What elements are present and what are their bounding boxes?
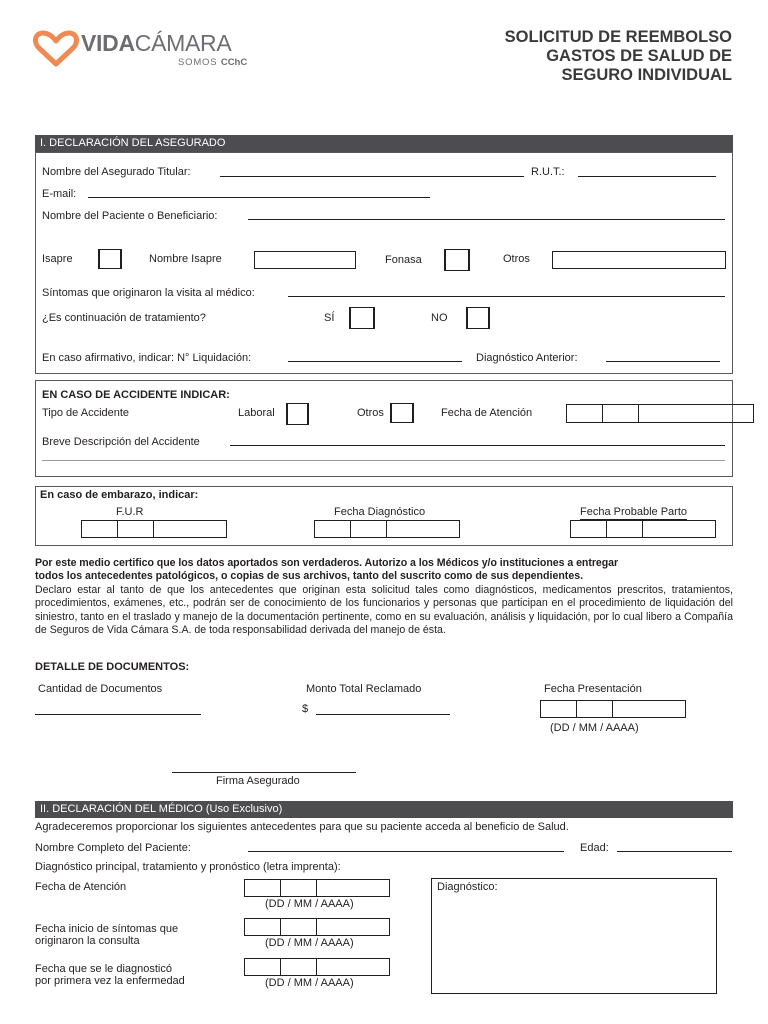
- tipo-accidente-label: Tipo de Accidente: [42, 407, 130, 419]
- fur-field[interactable]: [81, 520, 227, 538]
- diagnostico-box[interactable]: [431, 878, 717, 994]
- nombre-paciente-field[interactable]: [248, 851, 564, 852]
- cantidad-field[interactable]: [35, 714, 201, 715]
- fecha-diagnostico-field[interactable]: [314, 520, 460, 538]
- descripcion-accidente-label: Breve Descripción del Accidente: [42, 436, 200, 448]
- section1-header: I. DECLARACIÓN DEL ASEGURADO: [35, 135, 733, 152]
- fecha-presentacion-format: (DD / MM / AAAA): [550, 722, 639, 734]
- isapre-label: Isapre: [42, 253, 73, 265]
- otros-accidente-label: Otros: [357, 407, 384, 419]
- currency-sign: $: [302, 703, 309, 715]
- diag-principal-label: Diagnóstico principal, tratamiento y pronóstico (letra imprenta):: [35, 861, 341, 873]
- fecha-diagnostico-label: Fecha Diagnóstico: [334, 506, 426, 518]
- otros-field[interactable]: [552, 251, 726, 269]
- diagnostico-anterior-label: Diagnóstico Anterior:: [476, 352, 578, 364]
- certificacion-text: Por este medio certifico que los datos aportados son verdaderos. Autorizo a los Médicos y/o instituciones a entregar todos los antecedentes patológicos, o copias de sus archivos, tanto del suscrito como de sus dependientes. Declaro estar al tanto de que los antecedentes que originan esta solicitud tales como diagnósticos, medicamentos prescritos, tratamientos, procedimientos, exámenes, etc., podrán ser de conocimiento de los funcionarios y personas que participan en el procedimiento de liquidación del siniestro, tanto en el traslado y manejo de la documentación pertinente, como en su evaluación, análisis y liquidación, por lo cual libero a Compañía de Seguros de Vida Cámara S.A. de toda responsabilidad derivada del manejo de ésta.: [35, 557, 733, 637]
- fecha-atencion-accidente-field[interactable]: [566, 404, 754, 423]
- fecha-inicio-format: (DD / MM / AAAA): [265, 937, 354, 949]
- embarazo-heading: En caso de embarazo, indicar:: [40, 489, 199, 501]
- fecha-atencion-label: Fecha de Atención: [35, 881, 127, 893]
- accidente-heading: EN CASO DE ACCIDENTE INDICAR:: [42, 389, 230, 401]
- sintomas-label: Síntomas que originaron la visita al médico:: [42, 287, 255, 299]
- titular-label: Nombre del Asegurado Titular:: [42, 166, 191, 178]
- form-title: SOLICITUD DE REEMBOLSO GASTOS DE SALUD DE SEGURO INDIVIDUAL: [504, 28, 732, 84]
- fur-label: F.U.R: [116, 506, 144, 518]
- si-label: SÍ: [324, 312, 335, 324]
- firma-line[interactable]: [172, 772, 356, 773]
- paciente-field[interactable]: [248, 219, 725, 220]
- fecha-inicio-field[interactable]: [244, 918, 390, 936]
- nombre-isapre-field[interactable]: [254, 251, 356, 269]
- documentos-heading: DETALLE DE DOCUMENTOS:: [35, 661, 190, 673]
- descripcion-accidente-field-2[interactable]: [42, 460, 725, 461]
- monto-field[interactable]: [316, 714, 450, 715]
- brand-name-light: CÁMARA: [134, 30, 232, 56]
- paciente-label: Nombre del Paciente o Beneficiario:: [42, 210, 218, 222]
- email-label: E-mail:: [42, 188, 77, 200]
- fecha-atencion-accidente-label: Fecha de Atención: [441, 407, 533, 419]
- nombre-paciente-label: Nombre Completo del Paciente:: [35, 842, 191, 854]
- brand-logo: [33, 28, 263, 72]
- brand-name-bold: VIDA: [81, 30, 135, 56]
- sintomas-field[interactable]: [288, 296, 725, 297]
- brand-tagline-cchc: CChC: [220, 57, 248, 68]
- fecha-presentacion-label: Fecha Presentación: [544, 683, 642, 695]
- no-label: NO: [431, 312, 448, 324]
- firma-label: Firma Asegurado: [216, 775, 300, 787]
- rut-field[interactable]: [578, 176, 716, 177]
- no-checkbox[interactable]: [466, 307, 490, 329]
- fecha-parto-label: Fecha Probable Parto: [580, 506, 688, 518]
- monto-label: Monto Total Reclamado: [306, 683, 422, 695]
- brand-tagline: SOMOS: [178, 57, 218, 68]
- titular-field[interactable]: [220, 176, 524, 177]
- isapre-checkbox[interactable]: [98, 249, 122, 269]
- fecha-atencion-format: (DD / MM / AAAA): [265, 898, 354, 910]
- fecha-atencion-field[interactable]: [244, 879, 390, 897]
- diagnostico-box-label: Diagnóstico:: [437, 881, 498, 893]
- otros-accidente-checkbox[interactable]: [390, 403, 414, 423]
- laboral-checkbox[interactable]: [286, 403, 309, 425]
- continuacion-label: ¿Es continuación de tratamiento?: [42, 312, 206, 324]
- fecha-diagnostico-medico-label: Fecha que se le diagnosticó por primera vez la enfermedad: [35, 963, 185, 987]
- section2-intro: Agradeceremos proporcionar los siguientes antecedentes para que su paciente acceda al beneficio de Salud.: [35, 821, 569, 833]
- heart-icon: [33, 30, 79, 68]
- edad-field[interactable]: [617, 851, 732, 852]
- fecha-presentacion-field[interactable]: [540, 700, 686, 718]
- fecha-parto-field[interactable]: [570, 520, 716, 538]
- fecha-inicio-label: Fecha inicio de síntomas que originaron la consulta: [35, 923, 179, 947]
- edad-label: Edad:: [580, 842, 609, 854]
- rut-label: R.U.T.:: [531, 166, 565, 178]
- fecha-diagnostico-medico-field[interactable]: [244, 958, 390, 976]
- nombre-isapre-label: Nombre Isapre: [149, 253, 222, 265]
- fonasa-label: Fonasa: [385, 254, 422, 266]
- si-checkbox[interactable]: [349, 307, 375, 329]
- section2-header: II. DECLARACIÓN DEL MÉDICO (Uso Exclusivo): [35, 801, 733, 818]
- liquidacion-label: En caso afirmativo, indicar: N° Liquidación:: [42, 352, 252, 364]
- laboral-label: Laboral: [238, 407, 275, 419]
- diagnostico-anterior-field[interactable]: [606, 361, 720, 362]
- liquidacion-field[interactable]: [288, 361, 462, 362]
- fecha-diagnostico-medico-format: (DD / MM / AAAA): [265, 977, 354, 989]
- descripcion-accidente-field-1[interactable]: [230, 445, 725, 446]
- fonasa-checkbox[interactable]: [444, 249, 470, 271]
- email-field[interactable]: [88, 197, 430, 198]
- otros-label: Otros: [503, 253, 530, 265]
- cantidad-label: Cantidad de Documentos: [38, 683, 163, 695]
